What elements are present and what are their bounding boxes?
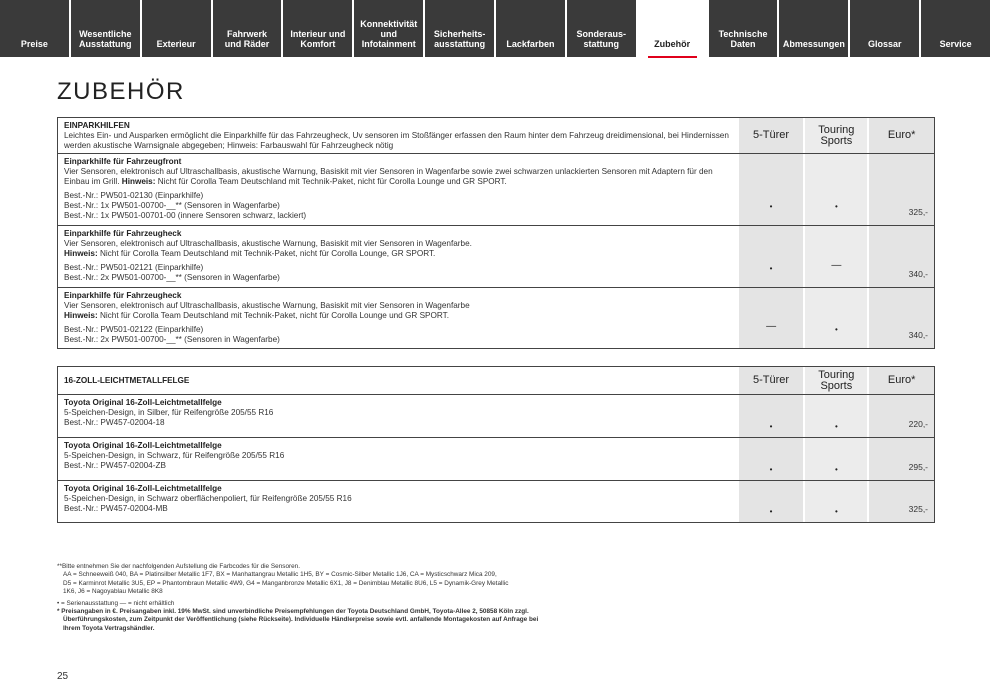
footnote-color-intro: **Bitte entnehmen Sie der nachfolgenden Aufstellung die Farbcodes für die Sensoren. <box>57 563 301 570</box>
nav-tab-sicherheit[interactable]: Sicherheits- ausstattung <box>425 0 494 57</box>
table-row <box>58 394 934 437</box>
column-header-5-tuerer: 5-Türer <box>739 118 804 153</box>
footnote-color-codes: 1K6, J6 = Nagoyablau Metallic 8K8 <box>63 588 163 596</box>
item-text: 5-Speichen-Design, in Silber, für Reifengröße 205/55 R16 <box>64 408 274 417</box>
row-description <box>58 226 739 287</box>
table-row <box>58 225 934 287</box>
nav-tab-glossar[interactable]: Glossar <box>850 0 919 57</box>
item-title: Einparkhilfe für Fahrzeugheck <box>64 229 182 238</box>
order-number: Best.-Nr.: PW457-02004-18 <box>64 418 165 427</box>
order-number: Best.-Nr.: PW457-02004-MB <box>64 504 168 513</box>
table-row <box>58 480 934 522</box>
availability-touring-sports: • <box>834 465 838 474</box>
page-number: 25 <box>57 671 69 682</box>
table-row <box>58 153 934 225</box>
nav-tab-lackfarben[interactable]: Lackfarben <box>496 0 565 57</box>
row-description <box>58 154 739 225</box>
availability-5-tuerer: • <box>769 202 773 211</box>
footnote-color-codes: AA = Schneeweiß 040, BA = Platinsilber Metallic 1F7, BX = Manhattangrau Metallic 1H5, BY = Cosmic-Silber Metallic 1J6, CA = Mysticschwarz Mica 209, <box>63 571 497 579</box>
item-title: Toyota Original 16-Zoll-Leichtmetallfelge <box>64 398 222 407</box>
section-title: EINPARKHILFEN <box>64 121 130 130</box>
table-header-row <box>58 118 934 153</box>
footnote-price-info: Ihrem Toyota Vertragshändler. <box>63 624 155 632</box>
item-title: Toyota Original 16-Zoll-Leichtmetallfelge <box>64 441 222 450</box>
footnote-price-info: Überführungskosten, zum Zeitpunkt der Veröffentlichung (siehe Rückseite). Individuelle Händlerpreise sowie evtl. anfallende Montagekosten auf Anfrage bei <box>63 616 539 624</box>
availability-5-tuerer: • <box>769 422 773 431</box>
item-title: Toyota Original 16-Zoll-Leichtmetallfelge <box>64 484 222 493</box>
column-header-euro: Euro* <box>869 118 934 153</box>
footnotes <box>57 563 617 633</box>
order-number: Best.-Nr.: 1x PW501-00701-00 (innere Sensoren schwarz, lackiert) <box>64 211 307 220</box>
nav-tab-zubehoer[interactable]: Zubehör <box>638 0 707 57</box>
item-text: Vier Sensoren, elektronisch auf Ultraschallbasis, akustische Warnung, Basiskit mit vier Sensoren in Wagenfarbe. <box>64 239 472 248</box>
availability-touring-sports: • <box>834 202 838 211</box>
column-header-euro: Euro* <box>869 367 934 394</box>
availability-5-tuerer: • <box>769 465 773 474</box>
nav-tab-wesentliche-ausstattung[interactable]: Wesentliche Ausstattung <box>71 0 140 57</box>
availability-touring-sports: — <box>831 260 842 271</box>
nav-tab-service[interactable]: Service <box>921 0 990 57</box>
table-row <box>58 437 934 480</box>
row-description <box>58 395 739 437</box>
item-text: Vier Sensoren, elektronisch auf Ultraschallbasis, akustische Warnung, Basiskit mit vier Sensoren in Wagenfarbe <box>64 301 470 310</box>
top-navigation <box>0 0 990 57</box>
price: 340,- <box>908 269 929 279</box>
section-intro <box>58 118 739 153</box>
nav-tab-sonderausstattung[interactable]: Sonderaus- stattung <box>567 0 636 57</box>
page-title: ZUBEHÖR <box>57 78 185 105</box>
order-number: Best.-Nr.: PW501-02130 (Einparkhilfe) <box>64 191 204 200</box>
nav-tab-konnektivitaet[interactable]: Konnektivität und Infotainment <box>354 0 423 57</box>
order-number: Best.-Nr.: 2x PW501-00700-__** (Sensoren in Wagenfarbe) <box>64 273 280 282</box>
price: 220,- <box>908 419 929 429</box>
item-title: Einparkhilfe für Fahrzeugfront <box>64 157 182 166</box>
availability-touring-sports: • <box>834 422 838 431</box>
row-description <box>58 438 739 480</box>
footnote-color-codes: D5 = Karminrot Metallic 3U5, EP = Phantombraun Metallic 4W9, G4 = Manganbronze Metallic 6X1, J8 = Denimblau Metallic 8U6, L5 = Dynamik-Grey Metallic <box>63 579 509 587</box>
nav-tab-interieur[interactable]: Interieur und Komfort <box>283 0 352 57</box>
footnote-legend: • = Serienausstattung — = nicht erhältlich <box>57 599 175 607</box>
order-number: Best.-Nr.: PW501-02121 (Einparkhilfe) <box>64 263 204 272</box>
availability-touring-sports: • <box>834 507 838 516</box>
item-hint: Hinweis: Nicht für Corolla Team Deutschland mit Technik-Paket, nicht für Corolla Lounge, GR SPORT. <box>64 249 436 258</box>
availability-5-tuerer: — <box>766 321 777 332</box>
nav-tab-preise[interactable]: Preise <box>0 0 69 57</box>
column-header-touring-sports: Touring Sports <box>803 118 869 153</box>
order-number: Best.-Nr.: 1x PW501-00700-__** (Sensoren in Wagenfarbe) <box>64 201 280 210</box>
item-title: Einparkhilfe für Fahrzeugheck <box>64 291 182 300</box>
order-number: Best.-Nr.: PW501-02122 (Einparkhilfe) <box>64 325 204 334</box>
price: 325,- <box>908 207 929 217</box>
table-header-row <box>58 367 934 394</box>
row-description <box>58 288 739 348</box>
order-number: Best.-Nr.: 2x PW501-00700-__** (Sensoren in Wagenfarbe) <box>64 335 280 344</box>
price: 295,- <box>908 462 929 472</box>
section-title: 16-ZOLL-LEICHTMETALLFELGE <box>64 375 190 385</box>
nav-tab-abmessungen[interactable]: Abmessungen <box>779 0 848 57</box>
order-number: Best.-Nr.: PW457-02004-ZB <box>64 461 166 470</box>
column-header-5-tuerer: 5-Türer <box>739 367 804 394</box>
parking-aid-table <box>57 117 935 349</box>
availability-5-tuerer: • <box>769 264 773 273</box>
item-text: Vier Sensoren, elektronisch auf Ultraschallbasis, akustische Warnung, Basiskit mit vier Sensoren in Wagenfarbe sowie zwei schwarzen unlackierten Sensoren mit Adaptern für den Einbau im Grill. Hinweis: Nicht für Corolla Team Deutschland mit Technik-Paket, nicht für Corolla Lounge und GR SPORT. <box>64 167 713 186</box>
section-description: Leichtes Ein- und Ausparken ermöglicht die Einparkhilfe für das Fahrzeugheck, Uv sensoren im Stoßfänger erfassen den Raum hinter dem Fahrzeug dreidimensional, bei Hindernissen werden akustische Warnsignale abgegeben; Hinweis: Farbauswahl für Fahrzeugheck nötig <box>64 131 729 150</box>
item-hint: Hinweis: Nicht für Corolla Team Deutschland mit Technik-Paket, nicht für Corolla Lounge und GR SPORT. <box>64 311 449 320</box>
row-description <box>58 481 739 522</box>
nav-tab-technische-daten[interactable]: Technische Daten <box>709 0 778 57</box>
item-text: 5-Speichen-Design, in Schwarz, für Reifengröße 205/55 R16 <box>64 451 285 460</box>
nav-tab-fahrwerk[interactable]: Fahrwerk und Räder <box>213 0 282 57</box>
nav-tab-exterieur[interactable]: Exterieur <box>142 0 211 57</box>
alloy-wheel-table <box>57 366 935 523</box>
price: 340,- <box>908 330 929 340</box>
price: 325,- <box>908 504 929 514</box>
availability-touring-sports: • <box>834 325 838 334</box>
item-text: 5-Speichen-Design, in Schwarz oberflächenpoliert, für Reifengröße 205/55 R16 <box>64 494 352 503</box>
footnote-price-info: * Preisangaben in €. Preisangaben inkl. 19% MwSt. sind unverbindliche Preisempfehlungen der Toyota Deutschland GmbH, Toyota-Allee 2, 50858 Köln zzgl. <box>57 608 529 616</box>
availability-5-tuerer: • <box>769 507 773 516</box>
column-header-touring-sports: Touring Sports <box>803 367 869 394</box>
table-row <box>58 287 934 348</box>
